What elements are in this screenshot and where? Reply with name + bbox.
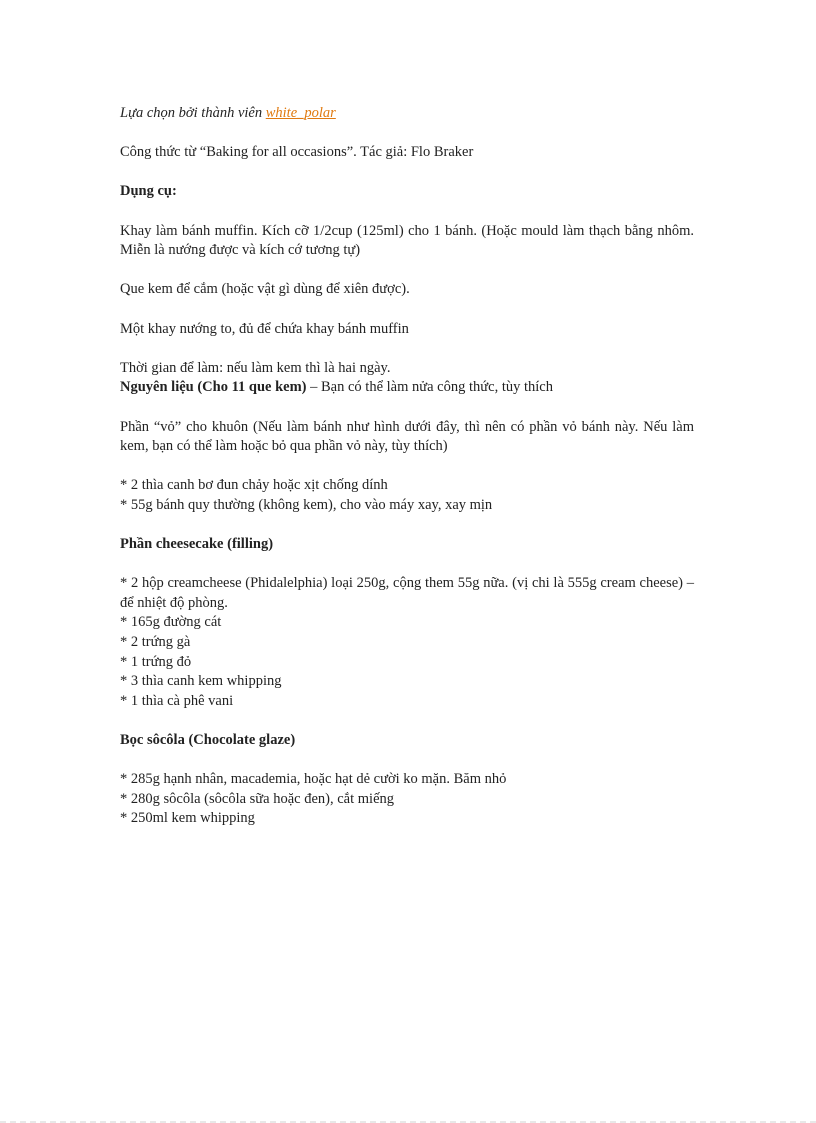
- document-body: [120, 104, 694, 829]
- crust-intro: Phần “vỏ” cho khuôn (Nếu làm bánh như hình dưới đây, thì nên có phần vỏ bánh này. Nếu làm kem, bạn có thể làm hoặc bỏ qua phần vỏ này, tùy thích): [120, 418, 694, 455]
- list-item: * 2 hộp creamcheese (Phidalelphia) loại 250g, cộng them 55g nữa. (vị chi là 555g cream cheese) – để nhiệt độ phòng.: [120, 575, 694, 611]
- list-item: * 280g sôcôla (sôcôla sữa hoặc đen), cắt miếng: [120, 790, 395, 807]
- list-item: * 1 thìa cà phê vani: [120, 692, 234, 709]
- list-item: * 2 thìa canh bơ đun chảy hoặc xịt chống dính: [120, 477, 388, 494]
- list-item: * 1 trứng đỏ: [120, 653, 192, 670]
- list-item: * 250ml kem whipping: [120, 810, 255, 827]
- list-item: * 285g hạnh nhân, macademia, hoặc hạt dẻ cười ko mặn. Băm nhỏ: [120, 771, 507, 788]
- tools-heading: Dụng cụ:: [120, 183, 177, 200]
- member-link[interactable]: white_polar: [265, 105, 336, 121]
- ingredients-line: [120, 378, 694, 398]
- list-item: * 3 thìa canh kem whipping: [120, 673, 282, 690]
- credit-prefix: Lựa chọn bởi thành viên: [120, 105, 266, 121]
- filling-heading: Phần cheesecake (filling): [120, 536, 274, 553]
- list-item: * 165g đường cát: [120, 614, 222, 631]
- ingredients-note: – Bạn có thể làm nửa công thức, tùy thích: [306, 379, 553, 396]
- tools-item-muffin-tray: Khay làm bánh muffin. Kích cỡ 1/2cup (125ml) cho 1 bánh. (Hoặc mould làm thạch bằng nhôm. Miễn là nướng được và kích cớ tương tự): [120, 222, 694, 259]
- glaze-heading: Bọc sôcôla (Chocolate glaze): [120, 732, 296, 748]
- credit-line: [120, 104, 694, 124]
- list-item: * 55g bánh quy thường (không kem), cho vào máy xay, xay mịn: [120, 496, 493, 513]
- tools-item-baking-tray: Một khay nướng to, đủ để chứa khay bánh muffin: [120, 320, 409, 337]
- source-line: Công thức từ “Baking for all occasions”. Tác giả: Flo Braker: [120, 144, 474, 161]
- list-item: * 2 trứng gà: [120, 634, 191, 651]
- time-note: Thời gian để làm: nếu làm kem thì là hai ngày.: [120, 359, 391, 376]
- tools-item-sticks: Que kem để cắm (hoặc vật gì dùng để xiên được).: [120, 281, 410, 298]
- ingredients-heading: Nguyên liệu (Cho 11 que kem): [120, 379, 307, 396]
